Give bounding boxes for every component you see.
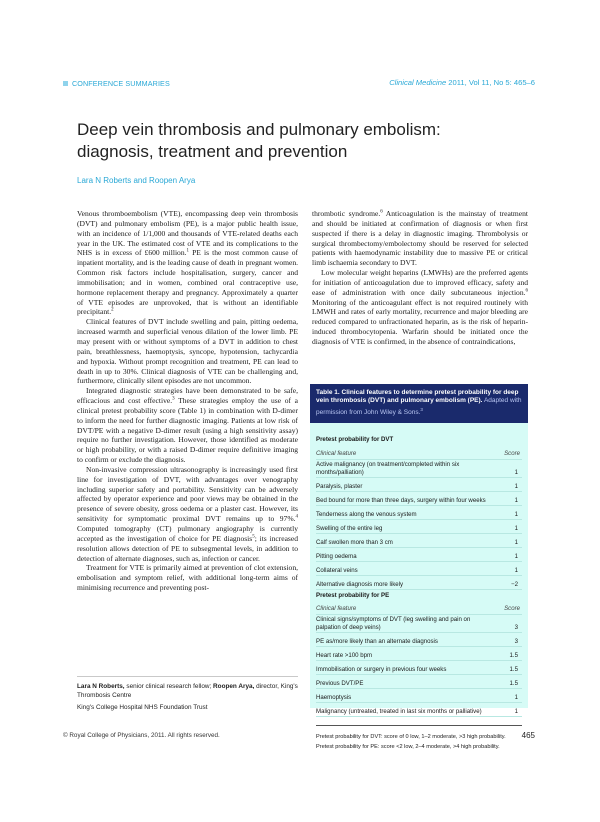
table-row bbox=[316, 562, 522, 576]
table-row bbox=[316, 506, 522, 520]
pe-section-heading: Pretest probability for PE bbox=[316, 592, 390, 600]
table-caption-source: Adapted with permission from John Wiley & Sons. bbox=[316, 397, 522, 416]
table-caption-title: Table 1. Clinical features to determine pretest probability for deep vein thrombosis (DVT) and pulmonary embolism (PE). bbox=[316, 389, 519, 405]
col-header-feature: Clinical feature bbox=[316, 605, 357, 613]
pe-rows bbox=[316, 615, 522, 717]
paragraph-text: Monitoring of the anticoagulant effect is not required routinely with LMWH and rates of early mortality, recurrence and major bleeding are reduced compared to unfractionated heparin, as is the risk of heparin-induced thrombocytopenia. Warfarin should be initiated once the diagnosis of VTE is confirmed, in the absence of contraindications, bbox=[312, 297, 528, 346]
score: 1 bbox=[514, 524, 518, 532]
pe-column-headers bbox=[316, 603, 522, 615]
clinical-feature: Swelling of the entire leg bbox=[316, 524, 383, 532]
score: 1 bbox=[514, 707, 518, 715]
citation-ref: 3 bbox=[172, 396, 175, 402]
article-authors: Lara N Roberts and Roopen Arya bbox=[77, 176, 196, 185]
author2-name: Roopen Arya, bbox=[213, 683, 255, 690]
table-row bbox=[316, 703, 522, 717]
author-affiliation bbox=[77, 682, 302, 700]
journal-name: Clinical Medicine bbox=[389, 78, 447, 87]
section-label-text: CONFERENCE SUMMARIES bbox=[72, 79, 170, 88]
paragraph-text: PE is the most common cause of inpatient mortality, and is the leading cause of death in pregnant women. Common risk factors include hospitalisation, surgery, cancer and immobilisation; and in women, combined oral contraceptive use, hormone replacement therapy and pregnancy. Approximately a quarter of VTE episodes are unprovoked, that is without an identifiable precipitant. bbox=[77, 248, 299, 317]
score: 3 bbox=[514, 637, 518, 645]
table-row bbox=[316, 689, 522, 703]
table-body bbox=[310, 423, 528, 717]
article-title: Deep vein thrombosis and pulmonary embolism: diagnosis, treatment and prevention bbox=[77, 120, 441, 161]
table-caption-ref: 3 bbox=[420, 406, 423, 412]
journal-citation bbox=[389, 78, 535, 87]
paragraph-text: Non-invasive compression ultrasonography is increasingly used first line for investigation of DVT, with advantages over venography including superior safety and portability. Sensitivity can be adversely affected by operator experience and poor views may be obtained in the presence of severe obesity, gross oedema or a plaster cast. However, its sensitivity for symptomatic proximal DVT remains up to 97%. bbox=[77, 464, 298, 524]
score: −2 bbox=[511, 580, 518, 588]
paragraph-text: Anticoagulation is the mainstay of treatment and should be initiated at confirmation of diagnosis or when first suspected if there is a delay in diagnostic imaging. Thrombolysis or surgical thrombectomy/embolectomy should be reserved for selected patients with haemodynamic instability due to massive PE or critical limb ischaemia secondary to DVT. bbox=[312, 209, 529, 268]
score: 1 bbox=[514, 552, 518, 560]
paragraph-text: Integrated diagnostic strategies have been demonstrated to be safe, efficacious and cost effective. bbox=[77, 386, 298, 406]
paragraph-text: Venous thromboembolism (VTE), encompassing deep vein thrombosis (DVT) and pulmonary embolism (PE), is a major public health issue, with an incidence of 1/1,000 and thousands of VTE-related deaths each year in the UK. The estimated cost of VTE and its complications to the NHS is in excess of £600 million. bbox=[77, 209, 298, 258]
table-row bbox=[316, 675, 522, 689]
citation-ref: 5 bbox=[252, 534, 255, 540]
score: 1.5 bbox=[509, 665, 518, 673]
institution: King's College Hospital NHS Foundation Trust bbox=[77, 704, 208, 711]
clinical-feature: Collateral veins bbox=[316, 566, 358, 574]
dvt-column-headers bbox=[316, 448, 522, 460]
paragraph-text: These strategies employ the use of a clinical pretest probability score (Table 1) in combination with D-dimer to inform the need for further diagnostic imaging. Patients at low risk of DVT/PE with a negative D-dimer result (using a high sensitivity assay) require no further investigation. However, those identified as moderate or high probability, or with a raised D-dimer require definitive imaging to confirm or exclude the diagnosis. bbox=[77, 396, 298, 465]
affiliation-divider bbox=[77, 676, 298, 677]
table-row bbox=[316, 661, 522, 675]
score: 1 bbox=[514, 538, 518, 546]
author1-name: Lara N Roberts, bbox=[77, 683, 125, 690]
clinical-feature: Haemoptysis bbox=[316, 693, 352, 701]
paragraph bbox=[312, 209, 528, 268]
citation-ref: 6 bbox=[380, 209, 383, 215]
paragraph-text: Low molecular weight heparins (LMWHs) are the preferred agents for initiation of anticoagulation due to improved efficacy, safety and ease of administration with once daily subcutaneous injection. bbox=[312, 268, 528, 297]
clinical-feature: Active malignancy (on treatment/completed within six months/palliation) bbox=[316, 461, 460, 476]
paragraph-text: thrombotic syndrome. bbox=[312, 209, 381, 218]
body-column-right bbox=[312, 209, 528, 347]
table-note-pe: Pretest probability for PE: score <2 low, 2–4 moderate, >4 high probability. bbox=[316, 744, 500, 751]
citation-ref: 2 bbox=[111, 307, 114, 313]
clinical-feature: Alternative diagnosis more likely bbox=[316, 580, 404, 588]
col-header-score: Score bbox=[504, 450, 520, 458]
author1-role: senior clinical research fellow; bbox=[124, 683, 214, 690]
paragraph bbox=[312, 268, 528, 347]
paragraph bbox=[77, 317, 298, 386]
table-caption bbox=[310, 384, 528, 423]
citation-ref: 6 bbox=[525, 288, 528, 294]
clinical-feature: Bed bound for more than three days, surgery within four weeks bbox=[316, 496, 486, 504]
paragraph-text: Treatment for VTE is primarily aimed at prevention of clot extension, embolisation and symptom relief, with additional long-term aims of minimising recurrence and preventing post- bbox=[77, 563, 298, 593]
table-row bbox=[316, 492, 522, 506]
table-row bbox=[316, 520, 522, 534]
dvt-section-heading: Pretest probability for DVT bbox=[316, 436, 394, 444]
score: 1.5 bbox=[509, 679, 518, 687]
copyright: © Royal College of Physicians, 2011. All rights reserved. bbox=[63, 732, 220, 739]
table-row bbox=[316, 647, 522, 661]
clinical-feature: Malignancy (untreated, treated in last six months or palliative) bbox=[316, 707, 482, 715]
table-row bbox=[316, 534, 522, 548]
clinical-feature: PE as/more likely than an alternate diagnosis bbox=[316, 637, 438, 645]
score: 1.5 bbox=[509, 651, 518, 659]
clinical-feature: Heart rate >100 bpm bbox=[316, 651, 373, 659]
clinical-feature: Tenderness along the venous system bbox=[316, 510, 417, 518]
citation-ref: 1 bbox=[186, 248, 189, 254]
paragraph-text: Computed tomography (CT) pulmonary angiography is currently accepted as the investigation of choice for PE diagnosis bbox=[77, 524, 298, 543]
table-row bbox=[316, 478, 522, 492]
clinical-feature: Previous DVT/PE bbox=[316, 679, 364, 687]
table-row bbox=[316, 615, 522, 633]
score: 1 bbox=[514, 693, 518, 701]
table-row bbox=[316, 633, 522, 647]
paragraph bbox=[77, 465, 298, 563]
table-row bbox=[316, 548, 522, 562]
clinical-feature: Clinical signs/symptoms of DVT (leg swelling and pain on palpation of deep veins) bbox=[316, 616, 471, 631]
table-row bbox=[316, 576, 522, 590]
paragraph bbox=[77, 386, 298, 465]
section-square-icon bbox=[63, 81, 68, 86]
dvt-rows bbox=[316, 460, 522, 590]
col-header-feature: Clinical feature bbox=[316, 450, 357, 458]
journal-citation-text: 2011, Vol 11, No 5: 465–6 bbox=[446, 78, 535, 87]
score: 3 bbox=[514, 623, 518, 631]
score: 1 bbox=[514, 496, 518, 504]
score: 1 bbox=[514, 468, 518, 476]
table-row bbox=[316, 460, 522, 478]
score: 1 bbox=[514, 510, 518, 518]
clinical-feature: Pitting oedema bbox=[316, 552, 357, 560]
col-header-score: Score bbox=[504, 605, 520, 613]
paragraph-text: Clinical features of DVT include swelling and pain, pitting oedema, increased warmth and superficial venous dilation of the lower limb. PE may present with or without symptoms of a DVT in addition to chest pain, breathlessness, haemoptysis, syncope, hypotension, tachycardia and hypoxia. Without prompt recognition and treatment, PE can lead to death in up to 30%. Clinical diagnosis of VTE can be challenging and, furthermore, clinically silent episodes are not uncommon. bbox=[77, 317, 298, 386]
score: 1 bbox=[514, 482, 518, 490]
clinical-feature: Immobilisation or surgery in previous four weeks bbox=[316, 665, 447, 673]
table-footer-rule bbox=[316, 725, 522, 726]
clinical-feature: Paralysis, plaster bbox=[316, 482, 363, 490]
paragraph-text: ; its increased resolution allows detection of PE to subsegmental levels, in addition to detection of alternate diagnoses, such as, infection or cancer. bbox=[77, 533, 298, 563]
paragraph bbox=[77, 563, 298, 593]
section-label bbox=[63, 79, 170, 88]
table-note-dvt: Pretest probability for DVT: score of 0 low, 1–2 moderate, >3 high probability. bbox=[316, 734, 506, 741]
clinical-feature: Calf swollen more than 3 cm bbox=[316, 538, 393, 546]
page-number: 465 bbox=[521, 731, 535, 740]
citation-ref: 4 bbox=[295, 514, 298, 520]
score: 1 bbox=[514, 566, 518, 574]
paragraph bbox=[77, 209, 298, 317]
author2-role: director, King's Thrombosis Centre bbox=[77, 683, 298, 699]
body-column-left bbox=[77, 209, 298, 593]
